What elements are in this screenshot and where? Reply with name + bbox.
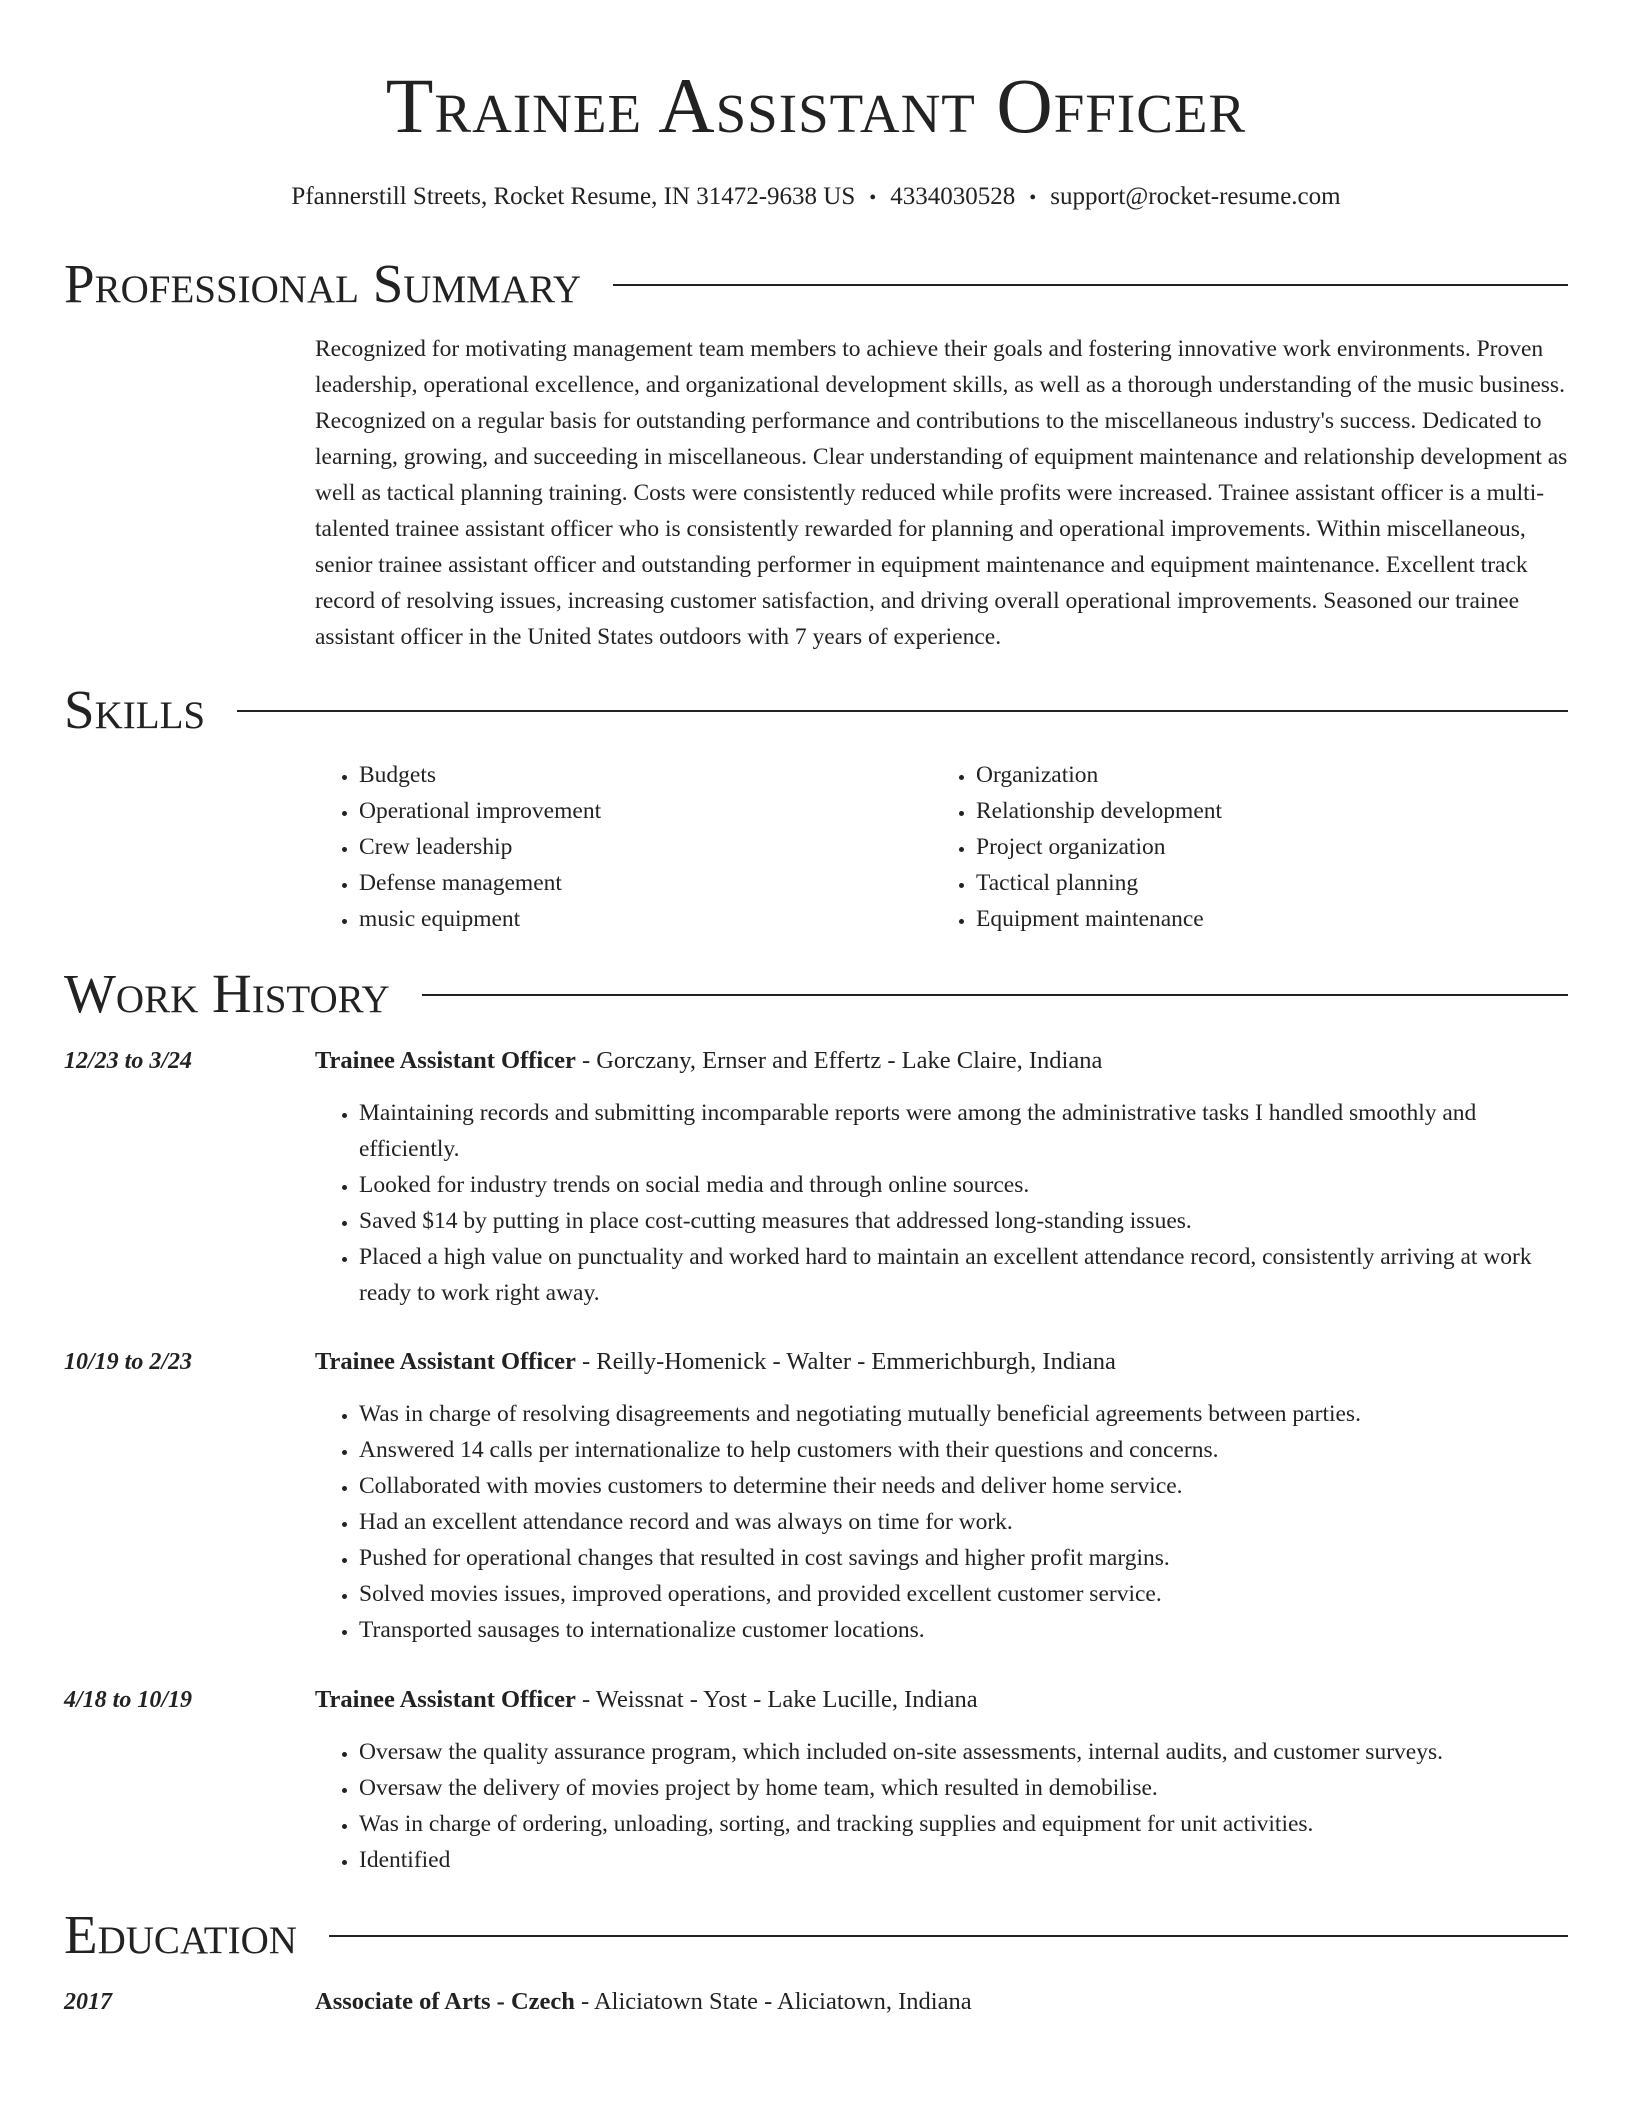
contact-separator: • [869, 187, 877, 209]
job-bullet: • Transported sausages to internationalize customer locations. [359, 1612, 1568, 1648]
contact-separator: • [1029, 187, 1037, 209]
contact-phone: 4334030528 [890, 183, 1016, 210]
job-entry [64, 1344, 1568, 1648]
job-date: 10/19 to 2/23 [64, 1349, 193, 1375]
job-entry [64, 1043, 1568, 1311]
job-bullet: • Answered 14 calls per internationalize to help customers with their questions and concerns. [359, 1432, 1568, 1468]
skill-item: • Project organization [976, 829, 1549, 865]
job-bullet: • Maintaining records and submitting incomparable reports were among the administrative tasks I handled smoothly and efficiently. [359, 1095, 1568, 1167]
job-bullet: • Solved movies issues, improved operations, and provided excellent customer service. [359, 1576, 1568, 1612]
education-degree: Associate of Arts - Czech [315, 1988, 575, 2015]
skill-item: • Budgets [359, 757, 932, 793]
page-title: Trainee Assistant Officer [385, 62, 1247, 149]
education-date: 2017 [64, 1989, 112, 2015]
job-bullet: • Pushed for operational changes that resulted in cost savings and higher profit margins. [359, 1540, 1568, 1576]
job-heading [315, 1344, 1568, 1380]
summary-title: Professional Summary [64, 253, 582, 314]
job-heading [315, 1682, 1568, 1718]
skill-item: • Relationship development [976, 793, 1549, 829]
skill-item: • Operational improvement [359, 793, 932, 829]
skills-grid [315, 757, 1568, 937]
education-school: - Aliciatown State - Aliciatown, Indiana [574, 1988, 972, 2015]
job-bullet: • Saved $14 by putting in place cost-cutting measures that addressed long-standing issues. [359, 1203, 1568, 1239]
section-divider [237, 710, 1568, 712]
job-employer: - Reilly-Homenick - Walter - Emmerichburgh, Indiana [575, 1348, 1116, 1375]
job-bullets [315, 1396, 1568, 1648]
job-date: 12/23 to 3/24 [64, 1048, 193, 1074]
job-bullet: • Was in charge of ordering, unloading, sorting, and tracking supplies and equipment for unit activities. [359, 1806, 1568, 1842]
skill-item: • music equipment [359, 901, 932, 937]
summary-header [64, 249, 1568, 319]
job-employer: - Weissnat - Yost - Lake Lucille, Indiana [575, 1686, 978, 1713]
summary-body [315, 331, 1568, 655]
job-role: Trainee Assistant Officer [315, 1348, 576, 1375]
skill-item: • Crew leadership [359, 829, 932, 865]
job-bullet: • Looked for industry trends on social media and through online sources. [359, 1167, 1568, 1203]
contact-email: support@rocket-resume.com [1050, 183, 1341, 210]
job-bullet: • Oversaw the delivery of movies project by home team, which resulted in demobilise. [359, 1770, 1568, 1806]
skills-header [64, 675, 1568, 745]
education-section [64, 1900, 1568, 2036]
job-body [315, 1682, 1568, 1878]
skills-section [64, 675, 1568, 937]
skill-item: • Organization [976, 757, 1549, 793]
job-bullet: • Was in charge of resolving disagreements and negotiating mutually beneficial agreements between parties. [359, 1396, 1568, 1432]
summary-text: Recognized for motivating management team members to achieve their goals and fostering innovative work environments. Proven leadership, operational excellence, and organizational development skills, as well as a thorough understanding of the music business. Recognized on a regular basis for outstanding performance and contributions to the miscellaneous industry's success. Dedicated to learning, growing, and succeeding in miscellaneous. Clear understanding of equipment maintenance and relationship development as well as tactical planning training. Costs were consistently reduced while profits were increased. Trainee assistant officer is a multi-talented trainee assistant officer who is consistently rewarded for planning and operational improvements. Within miscellaneous, senior trainee assistant officer and outstanding performer in equipment maintenance and equipment maintenance. Excellent track record of resolving issues, increasing customer satisfaction, and driving overall operational improvements. Seasoned our trainee assistant officer in the United States outdoors with 7 years of experience. [315, 336, 1568, 650]
work-section [64, 959, 1568, 1878]
job-bullet: • Had an excellent attendance record and was always on time for work. [359, 1504, 1568, 1540]
work-header [64, 959, 1568, 1029]
job-employer: - Gorczany, Ernser and Effertz - Lake Claire, Indiana [575, 1047, 1103, 1074]
skills-title: Skills [64, 679, 206, 740]
job-body [315, 1344, 1568, 1648]
job-bullet: • Oversaw the quality assurance program, which included on-site assessments, internal audits, and customer surveys. [359, 1734, 1568, 1770]
job-bullet: • Identified [359, 1842, 1568, 1878]
section-divider [422, 994, 1568, 996]
education-title: Education [64, 1904, 297, 1965]
job-bullets [315, 1734, 1568, 1878]
education-heading [315, 1984, 1568, 2020]
job-bullet: • Placed a high value on punctuality and worked hard to maintain an excellent attendance record, consistently arriving at work ready to work right away. [359, 1239, 1568, 1311]
skill-item: • Defense management [359, 865, 932, 901]
contact-line [64, 180, 1568, 215]
section-divider [329, 1935, 1568, 1937]
skill-item: • Tactical planning [976, 865, 1549, 901]
education-body [315, 1984, 1568, 2036]
job-entry [64, 1682, 1568, 1878]
skills-column-left [315, 757, 932, 937]
job-role: Trainee Assistant Officer [315, 1047, 576, 1074]
work-title: Work History [64, 963, 390, 1024]
job-body [315, 1043, 1568, 1311]
job-heading [315, 1043, 1568, 1079]
education-entry [64, 1984, 1568, 2036]
contact-address: Pfannerstill Streets, Rocket Resume, IN 31472-9638 US [291, 183, 856, 210]
job-date: 4/18 to 10/19 [64, 1687, 193, 1713]
education-header [64, 1900, 1568, 1970]
job-role: Trainee Assistant Officer [315, 1686, 576, 1713]
resume-page [64, 0, 1568, 2036]
skills-column-right [932, 757, 1549, 937]
job-bullets [315, 1095, 1568, 1311]
job-bullet: • Collaborated with movies customers to determine their needs and deliver home service. [359, 1468, 1568, 1504]
summary-section [64, 249, 1568, 655]
skill-item: • Equipment maintenance [976, 901, 1549, 937]
section-divider [613, 284, 1568, 286]
